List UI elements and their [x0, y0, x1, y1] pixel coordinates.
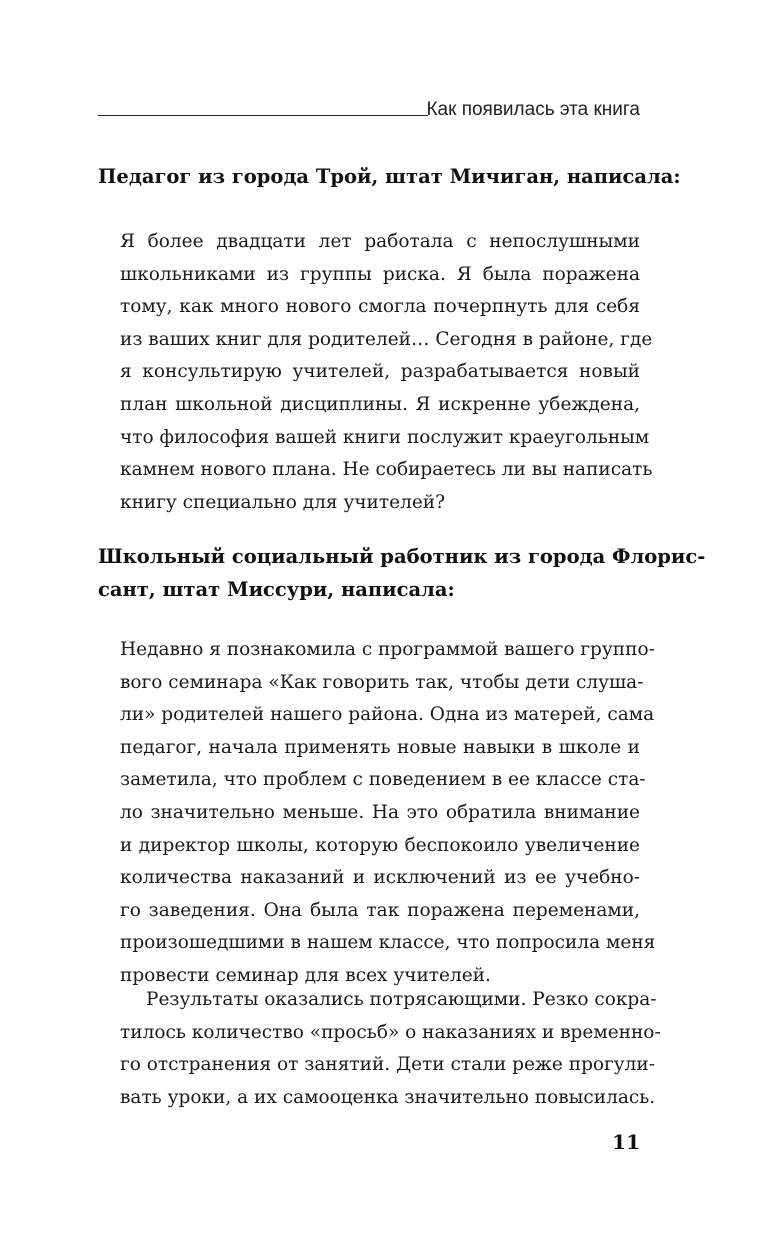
page-number: 11	[612, 1130, 640, 1154]
text-line: школьниками из группы риска. Я была поражена	[120, 263, 640, 285]
text-line: го заведения. Она была так поражена переменами,	[120, 899, 640, 921]
heading-line: Школьный социальный работник из города Флорис-	[98, 545, 706, 568]
text-line: Я более двадцати лет работала с непослушными	[120, 231, 640, 252]
header-rule	[98, 115, 428, 116]
section2-paragraph2	[120, 984, 661, 1114]
running-head	[98, 98, 640, 122]
text-line: го отстранения от занятий. Дети стали реже прогули-	[120, 1054, 655, 1076]
text-line: количества наказаний и исключений из ее учебно-	[120, 867, 640, 889]
text-line: педагог, начала применять новые навыки в школе и	[120, 736, 640, 758]
text-line: я консультирую учителей, разрабатывается новый	[120, 361, 640, 383]
text-line: заметила, что проблем с поведением в ее классе ста-	[120, 769, 646, 791]
text-line: тилось количество «просьб» о наказаниях и временно-	[120, 1021, 661, 1043]
text-line: провести семинар для всех учителей.	[120, 964, 491, 986]
text-line: книгу специально для учителей?	[120, 491, 446, 513]
section1-quote	[120, 226, 653, 519]
section2-paragraph1	[120, 634, 656, 993]
section2-heading	[98, 540, 706, 606]
text-line: Недавно я познакомила с программой вашего группо-	[120, 639, 655, 660]
text-line: тому, как много нового смогла почерпнуть для себя	[120, 296, 640, 318]
heading-line: сант, штат Миссури, написала:	[98, 578, 455, 601]
text-line: ло значительно меньше. На это обратила внимание	[120, 801, 640, 823]
heading-line: Педагог из города Трой, штат Мичиган, написала:	[98, 165, 681, 188]
text-line: вать уроки, а их самооценка значительно повысилась.	[120, 1086, 656, 1108]
section1-heading	[98, 160, 681, 193]
text-line: что философия вашей книги послужит краеугольным	[120, 426, 650, 448]
text-line: и директор школы, которую беспокоило увеличение	[120, 834, 640, 856]
running-head-title: Как появилась эта книга	[426, 99, 640, 120]
text-line: план школьной дисциплины. Я искренне убеждена,	[120, 393, 640, 415]
text-line: Результаты оказались потрясающими. Резко сокра-	[146, 989, 657, 1010]
text-line: ли» родителей нашего района. Одна из матерей, сама	[120, 704, 655, 726]
text-line: из ваших книг для родителей… Сегодня в районе, где	[120, 328, 653, 350]
text-line: вого семинара «Как говорить так, чтобы дети слуша-	[120, 671, 644, 693]
text-line: камнем нового плана. Не собираетесь ли вы написать	[120, 459, 653, 481]
text-line: произошедшими в нашем классе, что попросила меня	[120, 932, 656, 954]
